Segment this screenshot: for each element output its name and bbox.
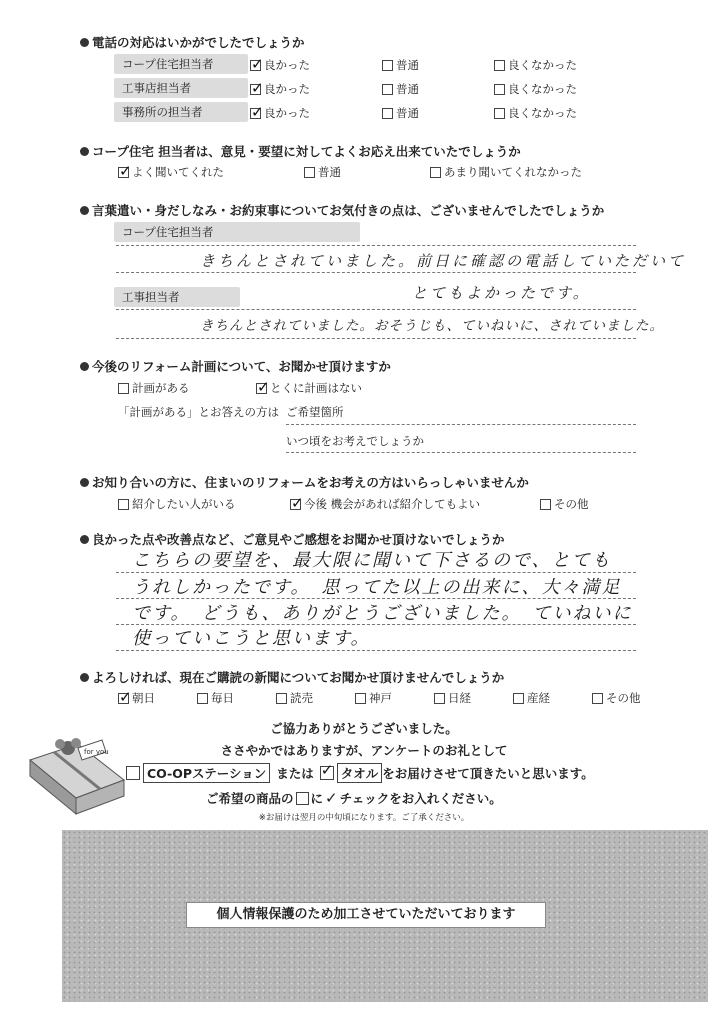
checkbox-icon[interactable]	[118, 383, 129, 394]
checkbox-icon[interactable]	[382, 60, 393, 71]
answer-line	[116, 245, 636, 246]
answer-line	[116, 338, 636, 339]
checkbox-icon[interactable]	[434, 693, 445, 704]
q1-row2-opt1[interactable]	[250, 81, 310, 97]
coop-station-checkbox[interactable]	[126, 766, 140, 780]
opt-label: その他	[606, 691, 641, 705]
q4-opt2[interactable]	[256, 380, 362, 396]
checkbox-icon[interactable]	[355, 693, 366, 704]
line4-a: ご希望の商品の	[206, 791, 294, 806]
thanks-line4	[206, 789, 502, 807]
checkbox-icon[interactable]	[118, 499, 129, 510]
thanks-line2: ささやかではありますが、アンケートのお礼として	[220, 743, 508, 758]
q1-row3-label: 事務所の担当者	[114, 102, 248, 122]
opt-label: 今後 機会があれば紹介してもよい	[304, 497, 481, 511]
q1-title	[80, 33, 305, 51]
checkbox-icon[interactable]	[540, 499, 551, 510]
opt-label: 良かった	[264, 106, 310, 120]
q2-title-text: コープ住宅 担当者は、意見・要望に対してよくお応え出来ていたでしょうか	[92, 144, 521, 159]
opt-label: 産経	[527, 691, 550, 705]
bullet-icon	[80, 38, 89, 47]
bullet-icon	[80, 478, 89, 487]
thanks-line3-rest: をお届けさせて頂きたいと思います。	[382, 766, 594, 781]
q7-title	[80, 668, 504, 686]
q7-title-text: よろしければ、現在ご購読の新聞についてお聞かせ頂けませんでしょうか	[92, 670, 505, 685]
q5-opt3[interactable]	[540, 496, 589, 512]
q3-label2: 工事担当者	[114, 287, 240, 307]
checkbox-checked-icon[interactable]	[250, 108, 261, 119]
q1-title-text: 電話の対応はいかがでしたでしょうか	[92, 35, 305, 50]
opt-label: 計画がある	[132, 381, 190, 395]
q4-title-text: 今後のリフォーム計画について、お聞かせ頂けますか	[92, 359, 391, 374]
q3-answer1-line2: とてもよかったです。	[412, 284, 591, 302]
q2-opt1[interactable]	[118, 164, 224, 180]
checkbox-checked-icon[interactable]	[118, 167, 129, 178]
q5-opt1[interactable]	[118, 496, 236, 512]
coop-station-label: CO-OPステーション	[143, 763, 270, 783]
bullet-icon	[80, 206, 89, 215]
opt-label: 良かった	[264, 58, 310, 72]
checkbox-icon[interactable]	[382, 84, 393, 95]
q4-follow: 「計画がある」とお答えの方は	[118, 405, 279, 419]
opt-label: 普通	[396, 82, 419, 96]
q4-title	[80, 357, 391, 375]
opt-label: 良かった	[264, 82, 310, 96]
q1-row1-opt1[interactable]	[250, 57, 310, 73]
opt-label: とくに計画はない	[270, 381, 362, 395]
q6-line2: うれしかったです。 思ってた以上の出来に、大々満足	[132, 577, 622, 598]
opt-label: 普通	[396, 58, 419, 72]
bullet-icon	[80, 535, 89, 544]
delivery-note: ※お届けは翌月の中旬頃になります。ご了承ください。	[258, 813, 470, 823]
opt-label: あまり聞いてくれなかった	[444, 165, 582, 179]
answer-line	[116, 650, 636, 651]
privacy-notice: 個人情報保護のため加工させていただいております	[186, 902, 546, 928]
q2-opt2[interactable]	[304, 164, 341, 180]
opt-label: その他	[554, 497, 589, 511]
q4-place-input[interactable]	[286, 424, 636, 425]
q1-row1-opt2[interactable]	[382, 57, 419, 73]
q5-title	[80, 473, 529, 491]
q1-row2-opt2[interactable]	[382, 81, 419, 97]
q5-opt2[interactable]	[290, 496, 480, 512]
checkbox-icon[interactable]	[382, 108, 393, 119]
check-mark-icon: ✓	[325, 789, 338, 807]
q6-line3: です。 どうも、ありがとうございました。 ていねいに	[132, 603, 633, 624]
or-text: または	[276, 766, 314, 781]
opt-label: 読売	[290, 691, 313, 705]
checkbox-icon[interactable]	[276, 693, 287, 704]
q7-opt-mainichi[interactable]	[197, 690, 234, 706]
line4-b: に	[310, 791, 324, 806]
q3-answer1-line1: きちんとされていました。前日に確認の電話していただいて	[200, 252, 687, 270]
q5-title-text: お知り合いの方に、住まいのリフォームをお考えの方はいらっしゃいませんか	[92, 475, 529, 490]
q1-row1-opt3[interactable]	[494, 57, 577, 73]
checkbox-checked-icon[interactable]	[118, 693, 129, 704]
q7-opt-asahi[interactable]	[118, 690, 155, 706]
q4-when-label: いつ頃をお考えでしょうか	[286, 434, 424, 448]
checkbox-checked-icon[interactable]	[250, 84, 261, 95]
checkbox-checked-icon[interactable]	[290, 499, 301, 510]
checkbox-icon[interactable]	[494, 60, 505, 71]
q1-row3-opt1[interactable]	[250, 105, 310, 121]
checkbox-icon[interactable]	[592, 693, 603, 704]
checkbox-icon[interactable]	[494, 84, 505, 95]
q1-row3-opt2[interactable]	[382, 105, 419, 121]
checkbox-icon[interactable]	[513, 693, 524, 704]
q3-title	[80, 201, 604, 219]
checkbox-checked-icon[interactable]	[256, 383, 267, 394]
line4-c: チェックをお入れください。	[339, 791, 502, 806]
q7-opt-other[interactable]	[592, 690, 641, 706]
q4-opt1[interactable]	[118, 380, 190, 396]
opt-label: 紹介したい人がいる	[132, 497, 236, 511]
q7-opt-sankei[interactable]	[513, 690, 550, 706]
opt-label: 毎日	[211, 691, 234, 705]
q3-label1: コープ住宅担当者	[114, 222, 360, 242]
q3-title-text: 言葉遣い・身だしなみ・お約束事についてお気付きの点は、ございませんでしたでしょうか	[92, 203, 605, 218]
checkbox-sample-icon	[296, 792, 309, 805]
checkbox-icon[interactable]	[430, 167, 441, 178]
q4-when-input[interactable]	[286, 452, 636, 453]
q3-answer2-line1: きちんとされていました。おそうじも、ていねいに、されていました。	[200, 318, 664, 334]
opt-label: よく聞いてくれた	[132, 165, 224, 179]
q4-place-label: ご希望箇所	[286, 405, 344, 419]
checkbox-icon[interactable]	[197, 693, 208, 704]
q7-opt-yomiuri[interactable]	[276, 690, 313, 706]
checkbox-icon[interactable]	[304, 167, 315, 178]
q1-row2-label: 工事店担当者	[114, 78, 248, 98]
opt-label: 神戸	[369, 691, 392, 705]
checkbox-checked-icon[interactable]	[250, 60, 261, 71]
q6-line4: 使っていこうと思います。	[132, 628, 371, 649]
q2-title	[80, 142, 521, 160]
q1-row1-label: コープ住宅担当者	[114, 54, 248, 74]
gift-choice-row	[126, 763, 594, 783]
towel-checkbox[interactable]	[320, 766, 334, 780]
opt-label: 普通	[318, 165, 341, 179]
thanks-line1: ご協力ありがとうございました。	[270, 721, 458, 736]
opt-label: 日経	[448, 691, 471, 705]
opt-label: 朝日	[132, 691, 155, 705]
bullet-icon	[80, 673, 89, 682]
opt-label: 良くなかった	[508, 58, 577, 72]
answer-line	[116, 309, 636, 310]
q1-row3-opt3[interactable]	[494, 105, 577, 121]
opt-label: 良くなかった	[508, 82, 577, 96]
q1-row2-opt3[interactable]	[494, 81, 577, 97]
answer-line	[116, 272, 636, 273]
opt-label: 普通	[396, 106, 419, 120]
q6-title-text: 良かった点や改善点など、ご意見やご感想をお聞かせ頂けないでしょうか	[92, 532, 505, 547]
bullet-icon	[80, 147, 89, 156]
bullet-icon	[80, 362, 89, 371]
gift-tag-text: for you	[84, 748, 109, 756]
q7-opt-kobe[interactable]	[355, 690, 392, 706]
q6-line1: こちらの要望を、最大限に聞いて下さるので、とても	[132, 550, 612, 571]
towel-label: タオル	[337, 763, 383, 783]
opt-label: 良くなかった	[508, 106, 577, 120]
q7-opt-nikkei[interactable]	[434, 690, 471, 706]
checkbox-icon[interactable]	[494, 108, 505, 119]
q2-opt3[interactable]	[430, 164, 582, 180]
